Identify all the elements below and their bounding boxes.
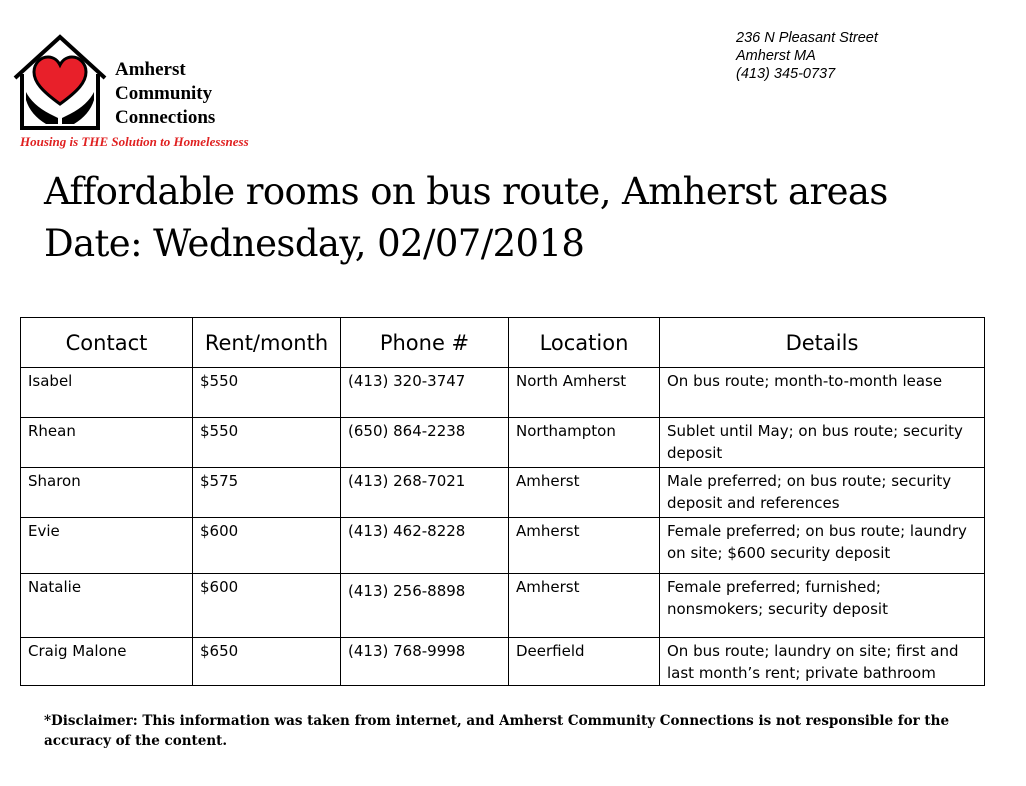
table-row (21, 574, 985, 638)
listings-table (20, 317, 985, 686)
cell-location: Northampton (509, 418, 660, 468)
title-line-1: Affordable rooms on bus route, Amherst areas (44, 170, 888, 213)
organization-name-line: Connections (115, 107, 216, 128)
cell-location: Amherst (509, 518, 660, 574)
cell-rent: $550 (193, 368, 341, 418)
organization-logo (12, 34, 302, 154)
column-header-location: Location (509, 318, 660, 368)
organization-name-line: Amherst (115, 59, 186, 80)
cell-rent: $600 (193, 518, 341, 574)
table-row (21, 468, 985, 518)
address-phone: (413) 345-0737 (736, 66, 836, 82)
cell-rent: $550 (193, 418, 341, 468)
cell-location: North Amherst (509, 368, 660, 418)
cell-phone: (413) 268-7021 (341, 468, 509, 518)
cell-rent: $600 (193, 574, 341, 638)
cell-location: Amherst (509, 468, 660, 518)
cell-details: Sublet until May; on bus route; security deposit (660, 418, 985, 468)
column-header-contact: Contact (21, 318, 193, 368)
cell-contact: Rhean (21, 418, 193, 468)
cell-details: Female preferred; on bus route; laundry on site; $600 security deposit (660, 518, 985, 574)
cell-contact: Natalie (21, 574, 193, 638)
organization-name (115, 58, 215, 130)
disclaimer-text: *Disclaimer: This information was taken from internet, and Amherst Community Connections is not responsible for the accuracy of the content. (44, 713, 950, 749)
cell-rent: $650 (193, 638, 341, 686)
document-title (44, 166, 888, 270)
table-row (21, 518, 985, 574)
cell-phone: (650) 864-2238 (341, 418, 509, 468)
cell-phone: (413) 462-8228 (341, 518, 509, 574)
organization-tagline: Housing is THE Solution to Homelessness (20, 134, 249, 149)
cell-contact: Craig Malone (21, 638, 193, 686)
cell-details: Male preferred; on bus route; security deposit and references (660, 468, 985, 518)
organization-name-line: Community (115, 83, 213, 104)
title-line-2: Date: Wednesday, 02/07/2018 (44, 222, 585, 265)
cell-phone: (413) 256-8898 (341, 574, 509, 638)
cell-phone: (413) 768-9998 (341, 638, 509, 686)
cell-phone: (413) 320-3747 (341, 368, 509, 418)
column-header-rent: Rent/month (193, 318, 341, 368)
cell-rent: $575 (193, 468, 341, 518)
address-city: Amherst MA (736, 48, 816, 64)
column-header-details: Details (660, 318, 985, 368)
house-heart-hands-icon (12, 34, 108, 132)
cell-location: Deerfield (509, 638, 660, 686)
cell-details: On bus route; month-to-month lease (660, 368, 985, 418)
column-header-phone: Phone # (341, 318, 509, 368)
cell-contact: Evie (21, 518, 193, 574)
table-row (21, 638, 985, 686)
address-street: 236 N Pleasant Street (736, 30, 878, 46)
table-row (21, 418, 985, 468)
organization-address (736, 29, 878, 83)
cell-contact: Isabel (21, 368, 193, 418)
cell-details: Female preferred; furnished; nonsmokers; security deposit (660, 574, 985, 638)
table-row (21, 368, 985, 418)
cell-contact: Sharon (21, 468, 193, 518)
cell-location: Amherst (509, 574, 660, 638)
cell-details: On bus route; laundry on site; first and last month’s rent; private bathroom (660, 638, 985, 686)
table-header-row (21, 318, 985, 368)
